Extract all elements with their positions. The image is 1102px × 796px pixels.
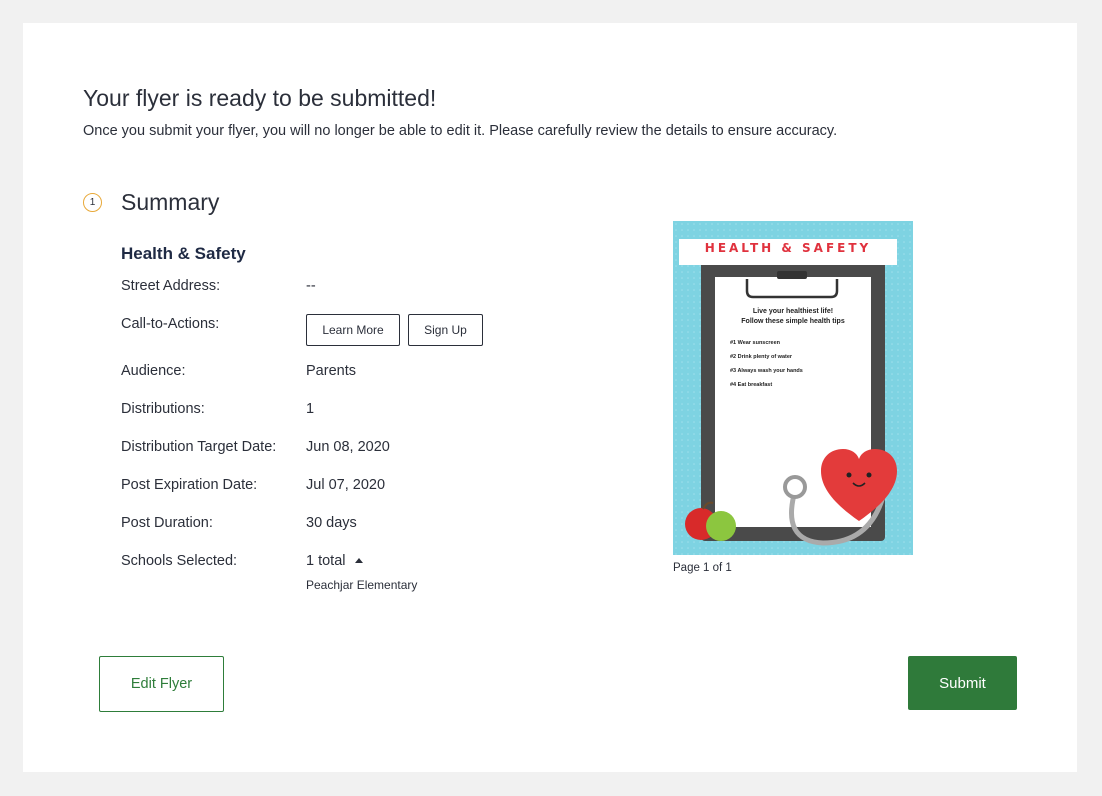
distribution-target-date-label: Distribution Target Date: bbox=[121, 439, 277, 455]
flyer-tagline-2: Follow these simple health tips bbox=[741, 318, 845, 325]
submit-button[interactable]: Submit bbox=[908, 656, 1017, 710]
schools-total: 1 total bbox=[306, 553, 346, 569]
page-indicator: Page 1 of 1 bbox=[673, 562, 732, 574]
green-apple-icon bbox=[706, 511, 736, 541]
sign-up-button[interactable]: Sign Up bbox=[408, 314, 483, 346]
post-duration-label: Post Duration: bbox=[121, 515, 213, 531]
learn-more-button[interactable]: Learn More bbox=[306, 314, 400, 346]
distributions-label: Distributions: bbox=[121, 401, 205, 417]
step-label: Summary bbox=[121, 189, 220, 215]
audience-label: Audience: bbox=[121, 363, 186, 379]
street-address-value: -- bbox=[306, 278, 316, 294]
distribution-target-date-value: Jun 08, 2020 bbox=[306, 439, 390, 455]
flyer-tagline-1: Live your healthiest life! bbox=[752, 308, 834, 315]
step-number-badge: 1 bbox=[83, 193, 102, 212]
flyer-banner-text: HEALTH & SAFETY bbox=[704, 241, 872, 255]
summary-step-header bbox=[83, 189, 219, 216]
post-expiration-date-value: Jul 07, 2020 bbox=[306, 477, 386, 493]
flyer-artwork bbox=[673, 221, 913, 555]
flyer-tip-3: #3 Always wash your hands bbox=[730, 368, 803, 374]
page-subtitle: Once you submit your flyer, you will no longer be able to edit it. Please carefully review the details to ensure accuracy. bbox=[83, 123, 838, 139]
submission-card bbox=[23, 23, 1077, 772]
flyer-preview bbox=[673, 221, 913, 555]
flyer-tip-4: #4 Eat breakfast bbox=[730, 382, 773, 388]
post-duration-value: 30 days bbox=[306, 515, 357, 531]
schools-toggle[interactable] bbox=[306, 553, 363, 569]
schools-selected-label: Schools Selected: bbox=[121, 553, 238, 569]
edit-flyer-button[interactable]: Edit Flyer bbox=[99, 656, 224, 712]
audience-value: Parents bbox=[306, 363, 356, 379]
distributions-value: 1 bbox=[306, 401, 315, 417]
page-title: Your flyer is ready to be submitted! bbox=[83, 85, 437, 111]
caret-up-icon bbox=[355, 558, 363, 563]
flyer-tip-2: #2 Drink plenty of water bbox=[730, 354, 793, 360]
flyer-tip-1: #1 Wear sunscreen bbox=[730, 340, 781, 346]
flyer-title: Health & Safety bbox=[121, 244, 246, 263]
street-address-label: Street Address: bbox=[121, 278, 221, 294]
post-expiration-date-label: Post Expiration Date: bbox=[121, 477, 258, 493]
school-name: Peachjar Elementary bbox=[306, 578, 418, 592]
call-to-actions-label: Call-to-Actions: bbox=[121, 316, 220, 332]
